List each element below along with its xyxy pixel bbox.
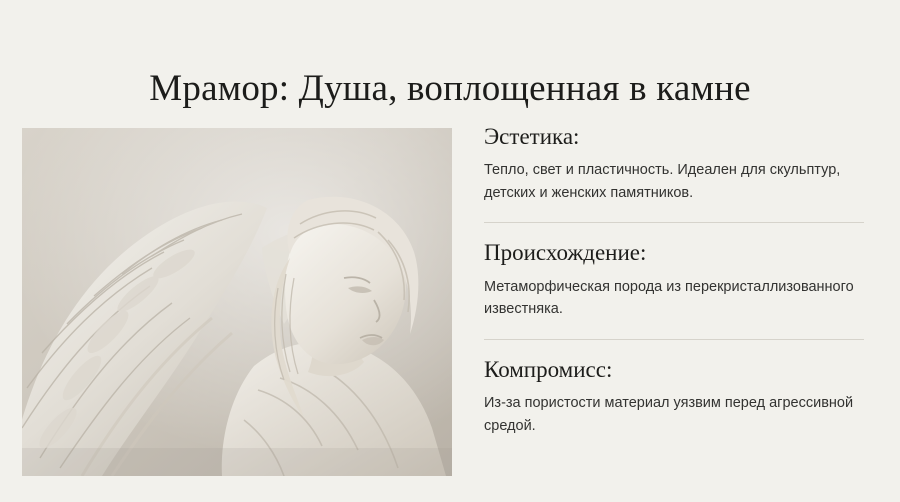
- section-heading-aesthetics: Эстетика:: [484, 124, 580, 149]
- section-aesthetics: [484, 124, 876, 204]
- divider: [484, 222, 864, 223]
- divider: [484, 339, 864, 340]
- marble-angel-sculpture-icon: [22, 128, 452, 476]
- page-title: Мрамор: Душа, воплощенная в камне: [149, 67, 751, 109]
- section-origin: [484, 240, 876, 320]
- marble-angel-image: [22, 128, 452, 476]
- section-heading-tradeoff: Компромисс:: [484, 356, 613, 382]
- section-body-tradeoff: Из-за пористости материал уязвим перед агрессивной средой.: [484, 395, 854, 434]
- section-body-aesthetics: Тепло, свет и пластичность. Идеален для скульптур, детских и женских памятников.: [484, 162, 841, 201]
- details-panel: [484, 124, 876, 441]
- section-body-origin: Метаморфическая порода из перекристаллизованного известняка.: [484, 278, 854, 318]
- section-tradeoff: [484, 357, 876, 437]
- section-heading-origin: Происхождение:: [484, 240, 647, 266]
